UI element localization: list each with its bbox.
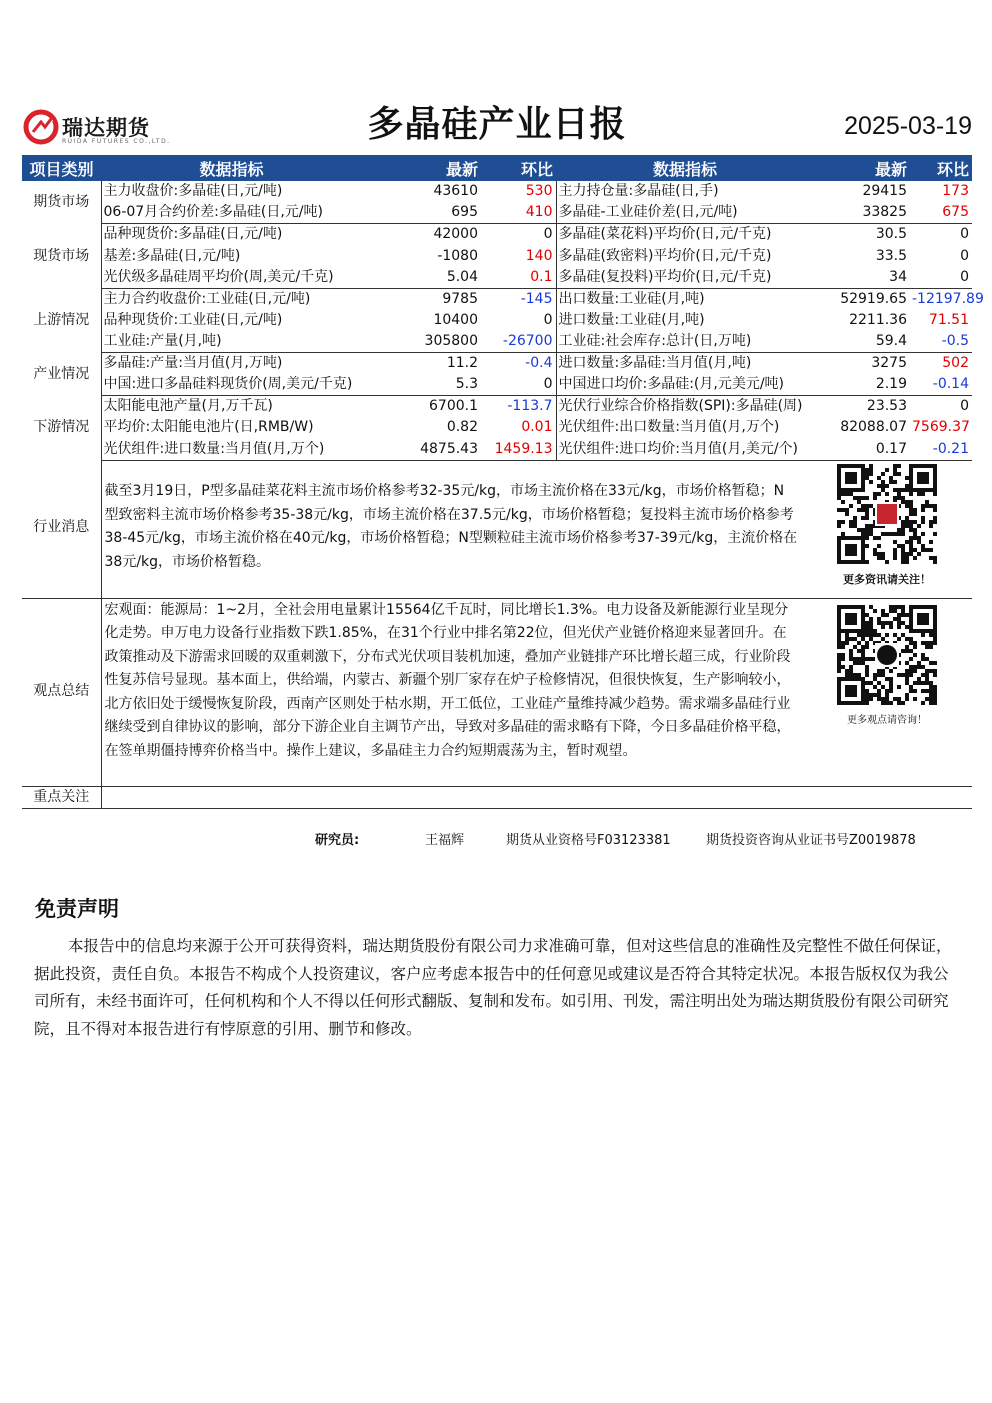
latest-value-cell: 34 bbox=[814, 267, 910, 289]
latest-value-cell: 33.5 bbox=[875, 247, 907, 264]
disclaimer-body: 本报告中的信息均来源于公开可获得资料，瑞达期货股份有限公司力求准确可靠，但对这些信息的准确性及完整性不做任何保证，据此投资，责任自负。本报告不构成个人投资建议，客户应考虑本报告中的任何意见或建议是否符合其特定状况。本报告版权仅为我公司所有，未经书面许可，任何机构和个人不得以任何形式翻版、复制和发布。如引用、刊发，需注明出处为瑞达期货股份有限公司研究院，且不得对本报告进行有悖原意的引用、删节和修改。 bbox=[34, 937, 952, 1038]
change-value-cell: -12197.89 bbox=[912, 290, 984, 307]
latest-value-cell: 305800 bbox=[362, 331, 481, 353]
latest-value-cell: 29415 bbox=[862, 183, 907, 200]
indicator-cell: 进口数量:工业硅(月,吨) bbox=[556, 310, 814, 331]
researcher-line bbox=[0, 829, 992, 849]
indicator-cell: 基差:多晶硅(日,元/吨) bbox=[103, 247, 241, 264]
category-cell: 期货市场 bbox=[22, 181, 101, 224]
indicator-cell: 主力收盘价:多晶硅(日,元/吨) bbox=[103, 183, 283, 200]
latest-value-cell: 43610 bbox=[433, 183, 478, 200]
indicator-cell: 出口数量:工业硅(月,吨) bbox=[556, 288, 814, 310]
researcher-cert-2: 期货投资咨询从业证书号Z0019878 bbox=[706, 833, 916, 848]
latest-value-cell: 9785 bbox=[442, 290, 478, 307]
category-cell: 产业情况 bbox=[22, 353, 101, 396]
indicator-cell: 工业硅:产量(月,吨) bbox=[101, 331, 362, 353]
latest-value-cell: 30.5 bbox=[875, 226, 907, 243]
latest-value-cell: 52919.65 bbox=[840, 290, 907, 307]
indicator-cell: 进口数量:多晶硅:当月值(月,吨) bbox=[556, 353, 814, 375]
change-value-cell: -0.14 bbox=[910, 374, 972, 396]
table-row bbox=[22, 374, 972, 396]
indicator-cell: 品种现货价:多晶硅(日,元/吨) bbox=[103, 226, 283, 243]
change-value-cell: 140 bbox=[525, 247, 553, 264]
focus-row bbox=[22, 786, 972, 808]
news-qr-caption: 更多资讯请关注！ bbox=[843, 573, 931, 586]
indicator-cell: 光伏组件:进口数量:当月值(月,万个) bbox=[101, 439, 362, 461]
header-latest-2: 最新 bbox=[814, 155, 910, 181]
latest-value-cell: 2.19 bbox=[814, 374, 910, 396]
table-row bbox=[22, 439, 972, 461]
table-row bbox=[22, 331, 972, 353]
commentary-table bbox=[22, 459, 972, 809]
change-value-cell: 7569.37 bbox=[912, 419, 970, 436]
indicator-cell: 多晶硅:产量:当月值(月,万吨) bbox=[103, 355, 283, 372]
table-row bbox=[22, 245, 972, 266]
latest-value-cell: 10400 bbox=[433, 311, 478, 328]
latest-value-cell: 0.82 bbox=[446, 419, 478, 436]
header-change: 环比 bbox=[481, 155, 556, 181]
latest-value-cell: 11.2 bbox=[446, 355, 478, 372]
change-value-cell: 71.51 bbox=[928, 311, 969, 328]
change-value-cell: -113.7 bbox=[507, 398, 553, 415]
report-date: 2025-03-19 bbox=[844, 112, 972, 140]
category-cell: 现货市场 bbox=[22, 224, 101, 288]
indicator-cell: 多晶硅(菜花料)平均价(日,元/千克) bbox=[556, 224, 814, 246]
disclaimer-title: 免责声明 bbox=[35, 897, 119, 921]
change-value-cell: 0 bbox=[960, 226, 969, 243]
header-change-2: 环比 bbox=[910, 155, 972, 181]
change-value-cell: 0 bbox=[543, 311, 553, 328]
news-qr-cell bbox=[802, 459, 972, 598]
table-row bbox=[22, 310, 972, 331]
data-table bbox=[22, 155, 984, 461]
table-row bbox=[22, 417, 972, 438]
header-category: 项目类别 bbox=[22, 155, 101, 181]
indicator-cell: 光伏组件:出口数量:当月值(月,万个) bbox=[556, 417, 814, 438]
change-value-cell: 410 bbox=[481, 202, 556, 224]
table-row bbox=[22, 181, 972, 202]
change-value-cell: -0.5 bbox=[910, 331, 972, 353]
researcher-name: 王福辉 bbox=[425, 833, 465, 848]
latest-value-cell: 42000 bbox=[433, 226, 478, 243]
indicator-cell: 06-07月合约价差:多晶硅(日,元/吨) bbox=[101, 202, 362, 224]
table-row bbox=[22, 288, 972, 310]
view-row bbox=[22, 598, 972, 786]
table-row bbox=[22, 353, 972, 375]
logo-subtext: RUIDA FUTURES CO.,LTD. bbox=[62, 138, 171, 145]
header-indicator: 数据指标 bbox=[101, 155, 362, 181]
researcher-label: 研究员: bbox=[315, 833, 360, 848]
indicator-cell: 中国进口均价:多晶硅:(月,元美元/吨) bbox=[556, 374, 814, 396]
indicator-cell: 平均价:太阳能电池片(日,RMB/W) bbox=[103, 419, 314, 436]
indicator-cell: 光伏行业综合价格指数(SPI):多晶硅(周) bbox=[556, 396, 814, 418]
indicator-cell: 主力合约收盘价:工业硅(日,元/吨) bbox=[103, 290, 311, 307]
latest-value-cell: 6700.1 bbox=[429, 398, 478, 415]
latest-value-cell: 3275 bbox=[871, 355, 907, 372]
indicator-cell: 主力持仓量:多晶硅(日,手) bbox=[556, 181, 814, 202]
change-value-cell: 502 bbox=[942, 355, 969, 372]
focus-text bbox=[101, 786, 972, 808]
news-category: 行业消息 bbox=[22, 459, 101, 598]
table-header-row bbox=[22, 155, 972, 181]
report-header bbox=[22, 92, 972, 152]
change-value-cell: 0 bbox=[960, 398, 969, 415]
logo-text: 瑞达期货 bbox=[62, 116, 150, 140]
latest-value-cell: 4875.43 bbox=[362, 439, 481, 461]
news-row bbox=[22, 459, 972, 598]
change-value-cell: 0 bbox=[543, 226, 553, 243]
indicator-cell: 光伏组件:进口均价:当月值(月,美元/个) bbox=[556, 439, 814, 461]
change-value-cell: 0.1 bbox=[481, 267, 556, 289]
report-title: 多晶硅产业日报 bbox=[367, 104, 627, 145]
table-body bbox=[22, 181, 984, 460]
latest-value-cell: 23.53 bbox=[866, 398, 907, 415]
table-row bbox=[22, 267, 972, 289]
indicator-cell: 品种现货价:工业硅(日,元/吨) bbox=[103, 311, 283, 328]
view-qr-caption: 更多观点请咨询！ bbox=[847, 714, 927, 726]
indicator-cell: 多晶硅(复投料)平均价(日,元/千克) bbox=[556, 267, 814, 289]
change-value-cell: 173 bbox=[942, 183, 969, 200]
indicator-cell: 太阳能电池产量(月,万千瓦) bbox=[103, 398, 273, 415]
change-value-cell: 530 bbox=[525, 183, 553, 200]
change-value-cell: -0.4 bbox=[525, 355, 553, 372]
latest-value-cell: 0.17 bbox=[814, 439, 910, 461]
latest-value-cell: -1080 bbox=[437, 247, 478, 264]
change-value-cell: 1459.13 bbox=[481, 439, 556, 461]
latest-value-cell: 5.04 bbox=[362, 267, 481, 289]
table-row bbox=[22, 202, 972, 224]
change-value-cell: 0.01 bbox=[521, 419, 553, 436]
change-value-cell: -26700 bbox=[481, 331, 556, 353]
change-value-cell: -0.21 bbox=[910, 439, 972, 461]
change-value-cell: 0 bbox=[910, 267, 972, 289]
header-latest: 最新 bbox=[362, 155, 481, 181]
latest-value-cell: 695 bbox=[362, 202, 481, 224]
view-qr-cell bbox=[802, 598, 972, 786]
wechat-qr-code-icon bbox=[835, 605, 939, 705]
category-cell: 下游情况 bbox=[22, 396, 101, 460]
change-value-cell: 0 bbox=[960, 247, 969, 264]
change-value-cell: 675 bbox=[910, 202, 972, 224]
change-value-cell: -145 bbox=[520, 290, 553, 307]
latest-value-cell: 59.4 bbox=[814, 331, 910, 353]
indicator-cell: 光伏级多晶硅周平均价(周,美元/千克) bbox=[101, 267, 362, 289]
news-text: 截至3月19日，P型多晶硅菜花料主流市场价格参考32-35元/kg，市场主流价格在33元/kg，市场价格暂稳；N型致密料主流市场价格参考35-38元/kg，市场主流价格在37.5元/kg，市场价格暂稳；复投料主流市场价格参考38-45元/kg，市场主流价格在40元/kg，市场价格暂稳；N型颗粒硅主流市场价格参考37-39元/kg，主流价格在38元/kg，市场价格暂稳。 bbox=[101, 459, 802, 598]
latest-value-cell: 2211.36 bbox=[849, 311, 907, 328]
researcher-cert-1: 期货从业资格号F03123381 bbox=[506, 833, 671, 848]
category-cell: 上游情况 bbox=[22, 288, 101, 352]
change-value-cell: 0 bbox=[481, 374, 556, 396]
indicator-cell: 多晶硅-工业硅价差(日,元/吨) bbox=[556, 202, 814, 224]
latest-value-cell: 33825 bbox=[814, 202, 910, 224]
latest-value-cell: 82088.07 bbox=[840, 419, 907, 436]
table-row bbox=[22, 396, 972, 418]
indicator-cell: 工业硅:社会库存:总计(日,万吨) bbox=[556, 331, 814, 353]
qr-code-icon bbox=[835, 464, 939, 564]
view-text: 宏观面：能源局：1~2月，全社会用电量累计15564亿千瓦时，同比增长1.3%。电力设备及新能源行业呈现分化走势。申万电力设备行业指数下跌1.85%，在31个行业中排名第22位，但光伏产业链价格迎来显著回升。在政策推动及下游需求回暖的双重刺激下，分布式光伏项目装机加速，叠加产业链排产环比增长超三成，行业阶段性复苏信号显现。基本面上，供给端，内蒙古、新疆个别厂家存在炉子检修情况，但很快恢复，生产影响较小，北方依旧处于缓慢恢复阶段，西南产区则处于枯水期，开工低位，工业硅产量维持减少趋势。需求端多晶硅行业继续受到自律协议的影响，部分下游企业自主调节产出，导致对多晶硅的需求略有下降，今日多晶硅价格平稳，在签单期僵持博弈价格当中。操作上建议，多晶硅主力合约短期震荡为主，暂时观望。 bbox=[101, 598, 802, 786]
indicator-cell: 多晶硅(致密料)平均价(日,元/千克) bbox=[556, 245, 814, 266]
table-row bbox=[22, 224, 972, 246]
latest-value-cell: 5.3 bbox=[362, 374, 481, 396]
indicator-cell: 中国:进口多晶硅料现货价(周,美元/千克) bbox=[101, 374, 362, 396]
focus-category: 重点关注 bbox=[22, 786, 101, 808]
view-category: 观点总结 bbox=[22, 598, 101, 786]
header-indicator-2: 数据指标 bbox=[556, 155, 814, 181]
